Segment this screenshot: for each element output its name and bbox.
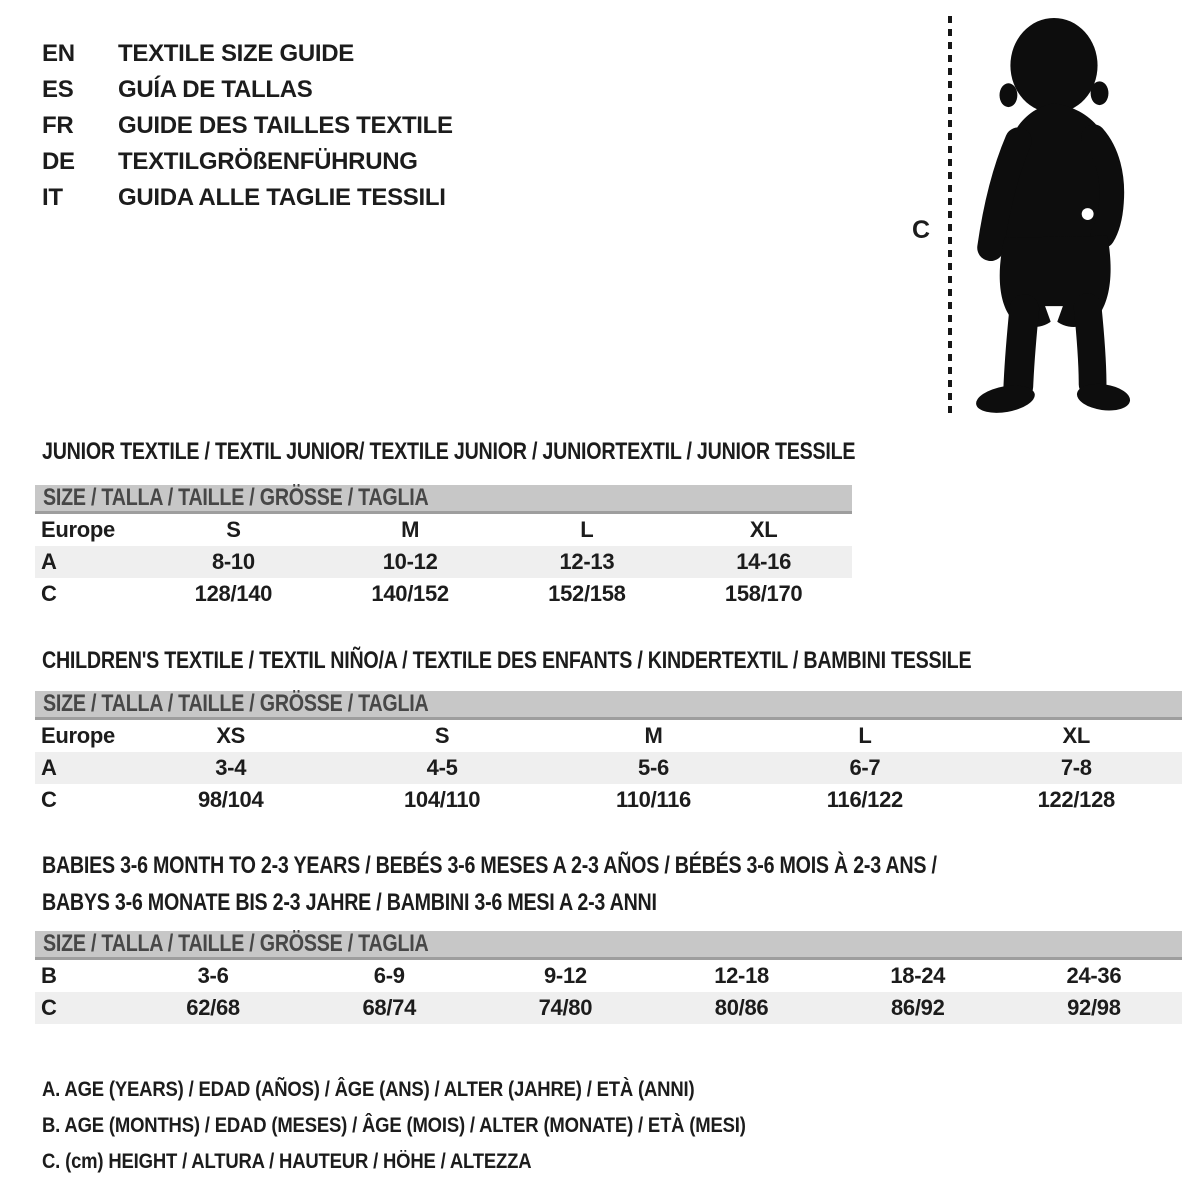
cell-value: 80/86 bbox=[714, 995, 769, 1020]
language-row bbox=[42, 108, 453, 144]
footnote: C. (cm) HEIGHT / ALTURA / HAUTEUR / HÖHE / ALTEZZA bbox=[42, 1150, 532, 1173]
section-title bbox=[42, 847, 937, 921]
language-code: IT bbox=[42, 184, 63, 211]
cell-value: 74/80 bbox=[538, 995, 593, 1020]
cell-value: 8-10 bbox=[211, 549, 255, 574]
language-code: ES bbox=[42, 76, 74, 103]
cell-value: M bbox=[644, 723, 663, 748]
size-table bbox=[35, 691, 1182, 816]
cell-value: 140/152 bbox=[371, 581, 449, 606]
language-code: DE bbox=[42, 148, 75, 175]
section-title bbox=[42, 433, 855, 470]
size-table-header bbox=[35, 691, 1182, 720]
language-guide-title: GUÍA DE TALLAS bbox=[118, 76, 313, 103]
table-row bbox=[35, 720, 1182, 752]
cell-value: XL bbox=[1062, 723, 1091, 748]
cell-value: 12-18 bbox=[714, 963, 769, 988]
cell-value: 3-6 bbox=[197, 963, 229, 988]
row-label: A bbox=[41, 549, 57, 574]
section-title-line: JUNIOR TEXTILE / TEXTIL JUNIOR/ TEXTILE JUNIOR / JUNIORTEXTIL / JUNIOR TESSILE bbox=[42, 438, 856, 465]
size-table-header-label: SIZE / TALLA / TAILLE / GRÖSSE / TAGLIA bbox=[43, 690, 429, 717]
language-row bbox=[42, 36, 453, 72]
cell-value: 110/116 bbox=[615, 787, 691, 812]
row-label: B bbox=[41, 963, 57, 988]
table-row bbox=[35, 784, 1182, 816]
cell-value: 7-8 bbox=[1060, 755, 1092, 780]
cell-value: 128/140 bbox=[194, 581, 273, 606]
cell-value: S bbox=[434, 723, 450, 748]
cell-value: 62/68 bbox=[186, 995, 240, 1020]
language-title-list bbox=[42, 36, 453, 216]
height-measure-line bbox=[948, 16, 952, 417]
row-label: Europe bbox=[41, 517, 115, 542]
language-guide-title: GUIDA ALLE TAGLIE TESSILI bbox=[118, 184, 446, 211]
size-table-header-label: SIZE / TALLA / TAILLE / GRÖSSE / TAGLIA bbox=[43, 484, 429, 511]
cell-value: 104/110 bbox=[403, 787, 481, 812]
cell-value: 10-12 bbox=[382, 549, 438, 574]
cell-value: 4-5 bbox=[426, 755, 458, 780]
cell-value: L bbox=[858, 723, 872, 748]
table-row bbox=[35, 960, 1182, 992]
cell-value: 158/170 bbox=[724, 581, 803, 606]
section-title bbox=[42, 642, 971, 679]
cell-value: 24-36 bbox=[1066, 963, 1122, 988]
toddler-silhouette-icon bbox=[962, 12, 1142, 418]
size-table-header bbox=[35, 485, 852, 514]
cell-value: 6-7 bbox=[849, 755, 881, 780]
cell-value: XL bbox=[749, 517, 778, 542]
footnote: A. AGE (YEARS) / EDAD (AÑOS) / ÂGE (ANS) / ALTER (JAHRE) / ETÀ (ANNI) bbox=[42, 1078, 695, 1101]
cell-value: L bbox=[580, 517, 594, 542]
cell-value: 152/158 bbox=[548, 581, 626, 606]
row-label: C bbox=[41, 787, 57, 812]
table-row bbox=[35, 514, 852, 546]
cell-value: 14-16 bbox=[736, 549, 792, 574]
cell-value: 116/122 bbox=[826, 787, 903, 812]
cell-value: 98/104 bbox=[197, 787, 264, 812]
row-label: Europe bbox=[41, 723, 115, 748]
cell-value: 86/92 bbox=[890, 995, 945, 1020]
language-code: FR bbox=[42, 112, 74, 139]
table-row bbox=[35, 578, 852, 610]
cell-value: 6-9 bbox=[373, 963, 405, 988]
row-label: C bbox=[41, 995, 57, 1020]
size-table-header-label: SIZE / TALLA / TAILLE / GRÖSSE / TAGLIA bbox=[43, 930, 429, 957]
section-title-line: BABIES 3-6 MONTH TO 2-3 YEARS / BEBÉS 3-6 MESES A 2-3 AÑOS / BÉBÉS 3-6 MOIS À 2-3 ANS / bbox=[42, 852, 937, 879]
cell-value: 5-6 bbox=[638, 755, 669, 780]
table-row bbox=[35, 546, 852, 578]
cell-value: S bbox=[226, 517, 241, 542]
cell-value: 12-13 bbox=[559, 549, 615, 574]
language-row bbox=[42, 180, 453, 216]
section-title-line: BABYS 3-6 MONATE BIS 2-3 JAHRE / BAMBINI 3-6 MESI A 2-3 ANNI bbox=[42, 889, 657, 916]
language-guide-title: TEXTILE SIZE GUIDE bbox=[118, 40, 354, 67]
size-table bbox=[35, 485, 852, 610]
language-guide-title: GUIDE DES TAILLES TEXTILE bbox=[118, 112, 453, 139]
table-row bbox=[35, 752, 1182, 784]
measure-label-c: C bbox=[912, 216, 931, 244]
row-label: C bbox=[41, 581, 57, 606]
language-code: EN bbox=[42, 40, 75, 67]
size-table bbox=[35, 931, 1182, 1024]
language-guide-title: TEXTILGRÖßENFÜHRUNG bbox=[118, 148, 418, 175]
cell-value: 3-4 bbox=[215, 755, 247, 780]
cell-value: 18-24 bbox=[890, 963, 946, 988]
footnote: B. AGE (MONTHS) / EDAD (MESES) / ÂGE (MOIS) / ALTER (MONATE) / ETÀ (MESI) bbox=[42, 1114, 746, 1137]
row-label: A bbox=[41, 755, 57, 780]
section-title-line: CHILDREN'S TEXTILE / TEXTIL NIÑO/A / TEXTILE DES ENFANTS / KINDERTEXTIL / BAMBINI TESSILE bbox=[42, 647, 972, 674]
table-row bbox=[35, 992, 1182, 1024]
cell-value: M bbox=[401, 517, 420, 542]
language-row bbox=[42, 144, 453, 180]
cell-value: 68/74 bbox=[362, 995, 417, 1020]
cell-value: 92/98 bbox=[1067, 995, 1121, 1020]
cell-value: 122/128 bbox=[1037, 787, 1115, 812]
size-table-header bbox=[35, 931, 1182, 960]
cell-value: 9-12 bbox=[543, 963, 587, 988]
language-row bbox=[42, 72, 453, 108]
cell-value: XS bbox=[216, 723, 246, 748]
footnote-list bbox=[42, 1072, 842, 1180]
